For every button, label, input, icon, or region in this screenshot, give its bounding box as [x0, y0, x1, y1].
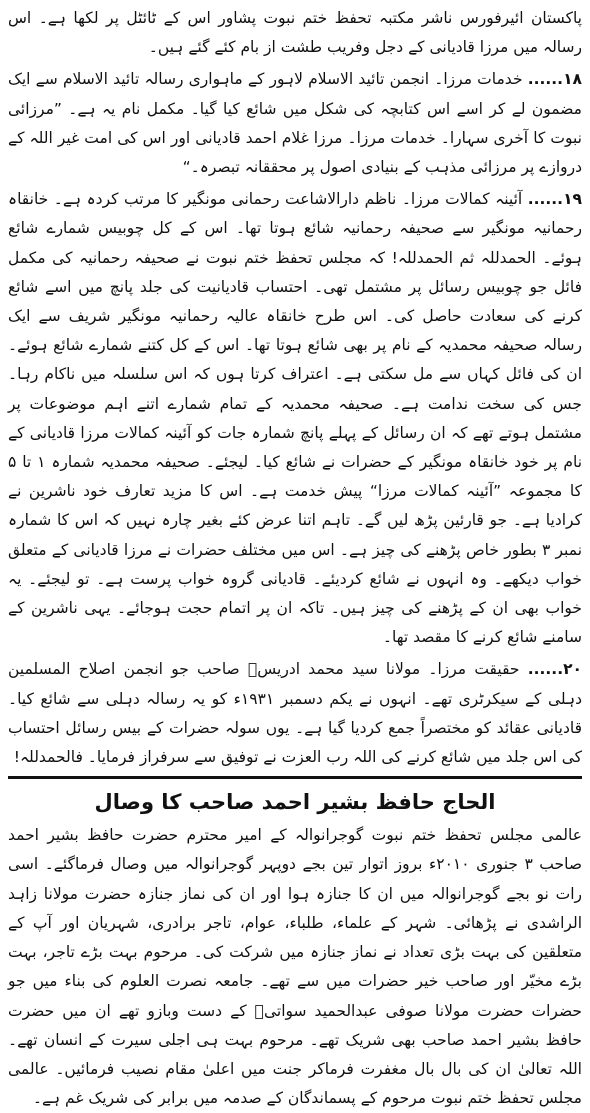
entry-20-number: ۲۰...... [527, 660, 583, 679]
entry-20-paragraph [8, 655, 582, 772]
section-divider [8, 776, 582, 779]
entry-18-text: خدمات مرزا۔ انجمن تائید الاسلام لاہور کے ماہواری رسالہ تائید الاسلام سے ایک مضمون لے کر اسے اس کتابچہ کی شکل میں شائع کیا گیا۔ مکمل نام یہ ہے۔ ”مرزائی نبوت کا آخری سہارا۔ خدمات مرزا۔ مرزا غلام احمد قادیانی اور اس کی امت غیر اللہ کے دروازے پر مرزائی مذہب کے بنیادی اصول پر محققانہ تبصرہ۔“ [8, 70, 582, 177]
entry-19-number: ۱۹...... [527, 190, 582, 209]
intro-paragraph: پاکستان ائیرفورس ناشر مکتبہ تحفظ ختم نبوت پشاور اس کے ٹائٹل پر لکھا ہے۔ اس رسالہ میں مرزا قادیانی کے دجل وفریب طشت از بام کئے گئے ہیں۔ [8, 9, 582, 57]
entry-18-paragraph [8, 65, 582, 182]
entry-18-number: ۱۸...... [527, 70, 582, 89]
entry-19-text: آئینہ کمالات مرزا۔ ناظم دارالاشاعت رحمانی مونگیر کا مرتب کردہ ہے۔ خانقاہ رحمانیہ مونگیر سے صحیفہ رحمانیہ شائع ہوتا تھا۔ اس کے کل چوبیس شمارے شائع ہوئے۔ الحمدللہ ثم الحمدللہ! کہ مجلس تحفظ ختم نبوت نے صحیفہ رحمانیہ کی مکمل فائل جو چوبیس رسائل پر مشتمل تھی۔ احتساب قادیانیت کی جلد پانچ میں اسے شائع کرنے کی سعادت حاصل کی۔ اس طرح خانقاہ عالیہ رحمانیہ مونگیر شریف سے ایک رسالہ صحیفہ محمدیہ کے نام پر بھی شائع ہوتا تھا۔ اس کے کل کتنے شمارے شائع ہوئے۔ ان کی فائل کہاں سے مل سکتی ہے۔ اعتراف کرتا ہوں کہ اس سلسلہ میں ناکام رہا۔ جس کی سخت ندامت ہے۔ صحیفہ محمدیہ کے تمام شمارے اتنے اہم موضوعات پر مشتمل ہوتے تھے کہ ان رسائل کے پہلے پانچ شمارہ جات کو آئینہ کمالات مرزا قادیانی کے نام پر خود خانقاہ مونگیر کے حضرات نے شائع کیا۔ لیجئے۔ صحیفہ محمدیہ شمارہ ۱ تا ۵ کا مجموعہ ”آئینہ کمالات مرزا“ پیش خدمت ہے۔ اس کا مزید تعارف خود ناشرین نے کرادیا ہے۔ جو قارئین پڑھ لیں گے۔ تاہم اتنا عرض کئے بغیر چارہ نہیں کہ اس کا شمارہ نمبر ۳ بطور خاص پڑھنے کی چیز ہے۔ اس میں مختلف حضرات نے مرزا قادیانی کے متعلق خواب دیکھے۔ وہ انہوں نے شائع کردیئے۔ قادیانی گروہ خواب پرست ہے۔ تو لیجئے۔ یہ خواب بھی ان کے پڑھنے کی چیز ہیں۔ تاکہ ان پر اتمام حجت ہوجائے۔ یہی ناشرین کے سامنے شائع کرنے کا مقصد تھا۔ [8, 190, 583, 647]
obituary-title: الحاج حافظ بشیر احمد صاحب کا وصال [94, 790, 496, 815]
entry-20-text: حقیقت مرزا۔ مولانا سید محمد ادریسؒ صاحب جو انجمن اصلاح المسلمین دہلی کے سیکرٹری تھے۔ انہوں نے یکم دسمبر ۱۹۳۱ء کو یہ رسالہ دہلی سے شائع کیا۔ قادیانی عقائد کو مختصراً جمع کردیا گیا ہے۔ یوں سولہ حضرات کے بیس رسائل احتساب کی اس جلد میں شائع کرنے کی اللہ رب العزت نے توفیق سے سرفراز فرمایا۔ فالحمدللہ! [8, 660, 582, 767]
obituary-paragraph: عالمی مجلس تحفظ ختم نبوت گوجرانوالہ کے امیر محترم حضرت حافظ بشیر احمد صاحب ۳ جنوری ۲۰۱۰ء بروز اتوار تین بجے دوپہر گوجرانوالہ میں وصال فرماگئے۔ اسی رات نو بجے گوجرانوالہ میں ان کا جنازہ ہوا اور ان کی نماز جنازہ حضرت مولانا زاہد الراشدی نے پڑھائی۔ شہر کے علماء، طلباء، عوام، تاجر برادری، شہریان اور آپ کے متعلقین کی بہت بڑی تعداد نے نماز جنازہ میں شرکت کی۔ مرحوم بہت بڑے تاجر، بہت بڑے مخیّر اور صاحب خیر حضرات میں سے تھے۔ جامعہ نصرت العلوم کی بناء میں جو حضرات حضرت مولانا صوفی عبدالحمید سواتیؒ کے دست وبازو تھے ان میں حضرت حافظ بشیر احمد صاحب بھی شریک تھے۔ مرحوم بہت ہی اجلی سیرت کے انسان تھے۔ اللہ تعالیٰ ان کی بال بال مغفرت فرماکر جنت میں اعلیٰ مقام نصیب فرمائیں۔ عالمی مجلس تحفظ ختم نبوت مرحوم کے پسماندگان کے صدمہ میں برابر کی شریک غم ہے۔ [8, 826, 582, 1108]
entry-19-paragraph [8, 185, 582, 652]
